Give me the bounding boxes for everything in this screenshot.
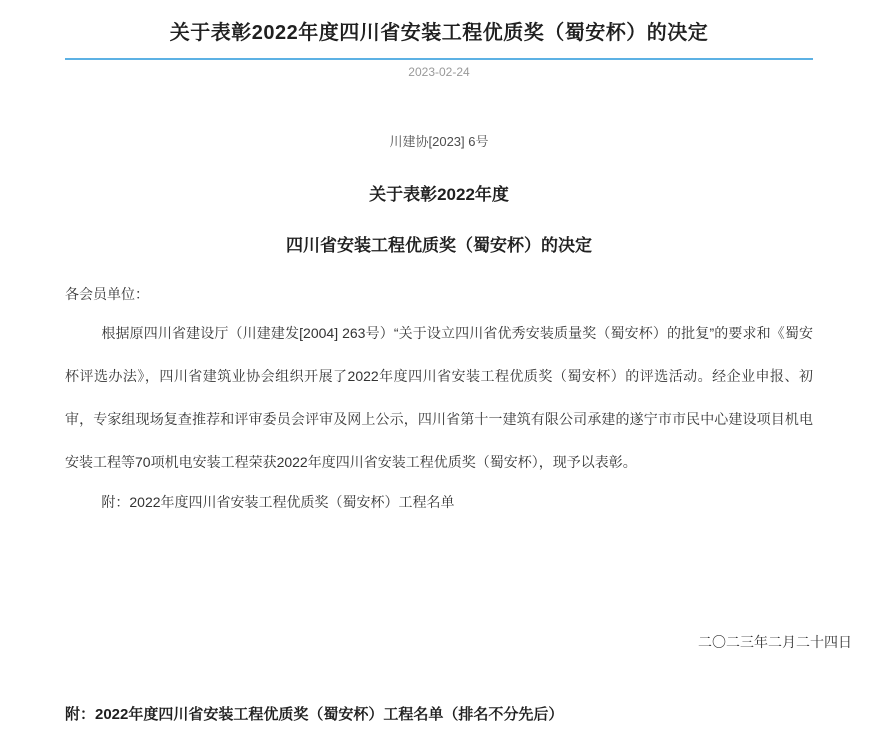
attachment-note: 附：2022年度四川省安装工程优质奖（蜀安杯）工程名单 xyxy=(101,494,455,510)
title-divider xyxy=(65,58,813,60)
salutation: 各会员单位： xyxy=(65,286,149,302)
publish-date: 2023-02-24 xyxy=(408,65,470,79)
body-paragraph: 根据原四川省建设厅（川建建发[2004] 263号）“关于设立四川省优秀安装质量奖（蜀安杯）的批复”的要求和《蜀安杯评选办法》，四川省建筑业协会组织开展了2022年度四川省安装工程优质奖（蜀安杯）的评选活动。经企业申报、初审，专家组现场复查推荐和评审委员会评审及网上公示，四川省第十一建筑有限公司承建的遂宁市市民中心建设项目机电安装工程等70项机电安装工程荣获2022年度四川省安装工程优质奖（蜀安杯），现予以表彰。 xyxy=(65,325,813,470)
notice-heading-line2: 四川省安装工程优质奖（蜀安杯）的决定 xyxy=(286,236,592,255)
sign-date: 二〇二三年二月二十四日 xyxy=(698,634,852,650)
page-title: 关于表彰2022年度四川省安装工程优质奖（蜀安杯）的决定 xyxy=(169,22,709,44)
notice-heading-line1: 关于表彰2022年度 xyxy=(369,185,509,204)
document-number: 川建协[2023] 6号 xyxy=(389,134,489,149)
appendix-heading: 附：2022年度四川省安装工程优质奖（蜀安杯）工程名单（排名不分先后） xyxy=(65,706,564,723)
